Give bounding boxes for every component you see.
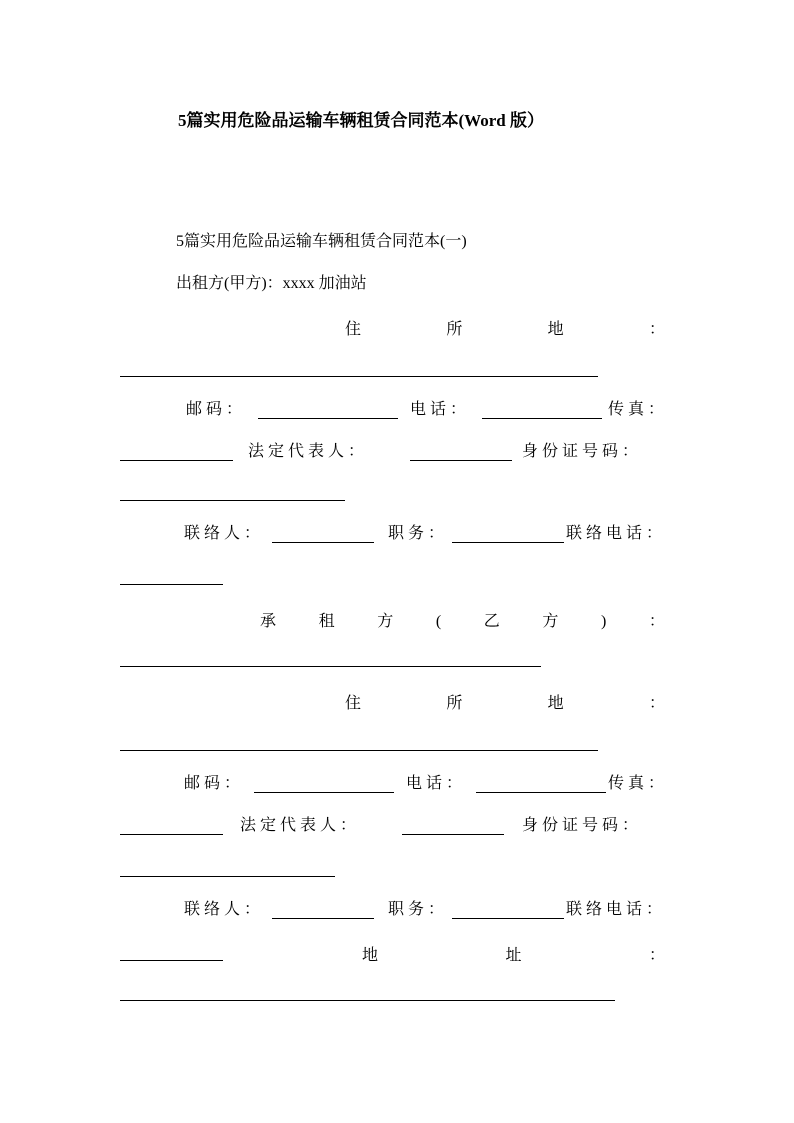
- lessee-fax-field[interactable]: [120, 834, 223, 835]
- lessor-contact-phone-label: 联 络 电 话 ：: [566, 525, 663, 542]
- lessor-legal-rep-field[interactable]: [410, 460, 512, 461]
- lessee-addr2-field[interactable]: [120, 1000, 615, 1001]
- lessee-contact-field[interactable]: [272, 918, 374, 919]
- lessee-heading-char: 租: [318, 613, 335, 630]
- address-char: 地: [547, 321, 564, 338]
- lessee-heading-char: (: [435, 613, 442, 630]
- lessor-legal-rep-label: 法 定 代 表 人 ：: [248, 443, 365, 460]
- lessor-position-field[interactable]: [452, 542, 564, 543]
- address-char: ：: [648, 321, 665, 338]
- lessee-fax-label: 传 真 ：: [608, 775, 665, 792]
- lessor-contact-phone-field[interactable]: [120, 584, 223, 585]
- lessor-line: 出租方(甲方)：xxxx 加油站: [176, 275, 367, 292]
- lessee-contact-label: 联 络 人 ：: [184, 901, 261, 918]
- lessor-address-field[interactable]: [120, 376, 598, 377]
- lessee-heading-char: 方: [377, 613, 394, 630]
- lessee-legal-rep-field[interactable]: [402, 834, 504, 835]
- lessee-phone-label: 电 话 ：: [406, 775, 463, 792]
- lessee-id-field[interactable]: [120, 876, 335, 877]
- lessee-heading: [260, 608, 665, 631]
- lessee-heading-char: ：: [648, 613, 665, 630]
- lessor-contact-field[interactable]: [272, 542, 374, 543]
- lessor-address-label: [345, 316, 665, 339]
- lessor-postcode-field[interactable]: [258, 418, 398, 419]
- lessor-position-label: 职 务 ：: [388, 525, 445, 542]
- addr2-char: ：: [648, 947, 665, 964]
- address-char: 所: [446, 321, 463, 338]
- lessee-phone-field[interactable]: [476, 792, 606, 793]
- address-char: ：: [648, 695, 665, 712]
- lessee-address-label: [345, 690, 665, 713]
- address-char: 住: [345, 321, 362, 338]
- lessor-phone-field[interactable]: [482, 418, 602, 419]
- lessee-position-field[interactable]: [452, 918, 564, 919]
- lessee-contact-phone-label: 联 络 电 话 ：: [566, 901, 663, 918]
- addr2-char: 址: [505, 947, 522, 964]
- lessor-fax-label: 传 真 ：: [608, 401, 665, 418]
- lessee-heading-char: 方: [542, 613, 559, 630]
- document-title: 5篇实用危险品运输车辆租赁合同范本(Word 版）: [178, 111, 544, 130]
- lessee-heading-char: ): [600, 613, 607, 630]
- lessee-heading-char: 承: [260, 613, 277, 630]
- section-heading: 5篇实用危险品运输车辆租赁合同范本(一): [176, 233, 467, 250]
- address-char: 所: [446, 695, 463, 712]
- lessee-id-label: 身 份 证 号 码 ：: [522, 817, 639, 834]
- lessor-postcode-label: 邮 码 ：: [186, 401, 243, 418]
- lessor-fax-field[interactable]: [120, 460, 233, 461]
- lessee-position-label: 职 务 ：: [388, 901, 445, 918]
- address-char: 地: [547, 695, 564, 712]
- lessee-heading-char: 乙: [483, 613, 500, 630]
- lessor-contact-label: 联 络 人 ：: [184, 525, 261, 542]
- lessee-address-field[interactable]: [120, 750, 598, 751]
- lessor-id-label: 身 份 证 号 码 ：: [522, 443, 639, 460]
- lessee-legal-rep-label: 法 定 代 表 人 ：: [240, 817, 357, 834]
- lessee-postcode-label: 邮 码 ：: [184, 775, 241, 792]
- address-char: 住: [345, 695, 362, 712]
- addr2-char: 地: [362, 947, 379, 964]
- lessor-id-field[interactable]: [120, 500, 345, 501]
- lessee-contact-phone-field[interactable]: [120, 960, 223, 961]
- lessor-phone-label: 电 话 ：: [410, 401, 467, 418]
- lessee-postcode-field[interactable]: [254, 792, 394, 793]
- lessee-addr2-label: [362, 942, 665, 965]
- lessee-name-field[interactable]: [120, 666, 541, 667]
